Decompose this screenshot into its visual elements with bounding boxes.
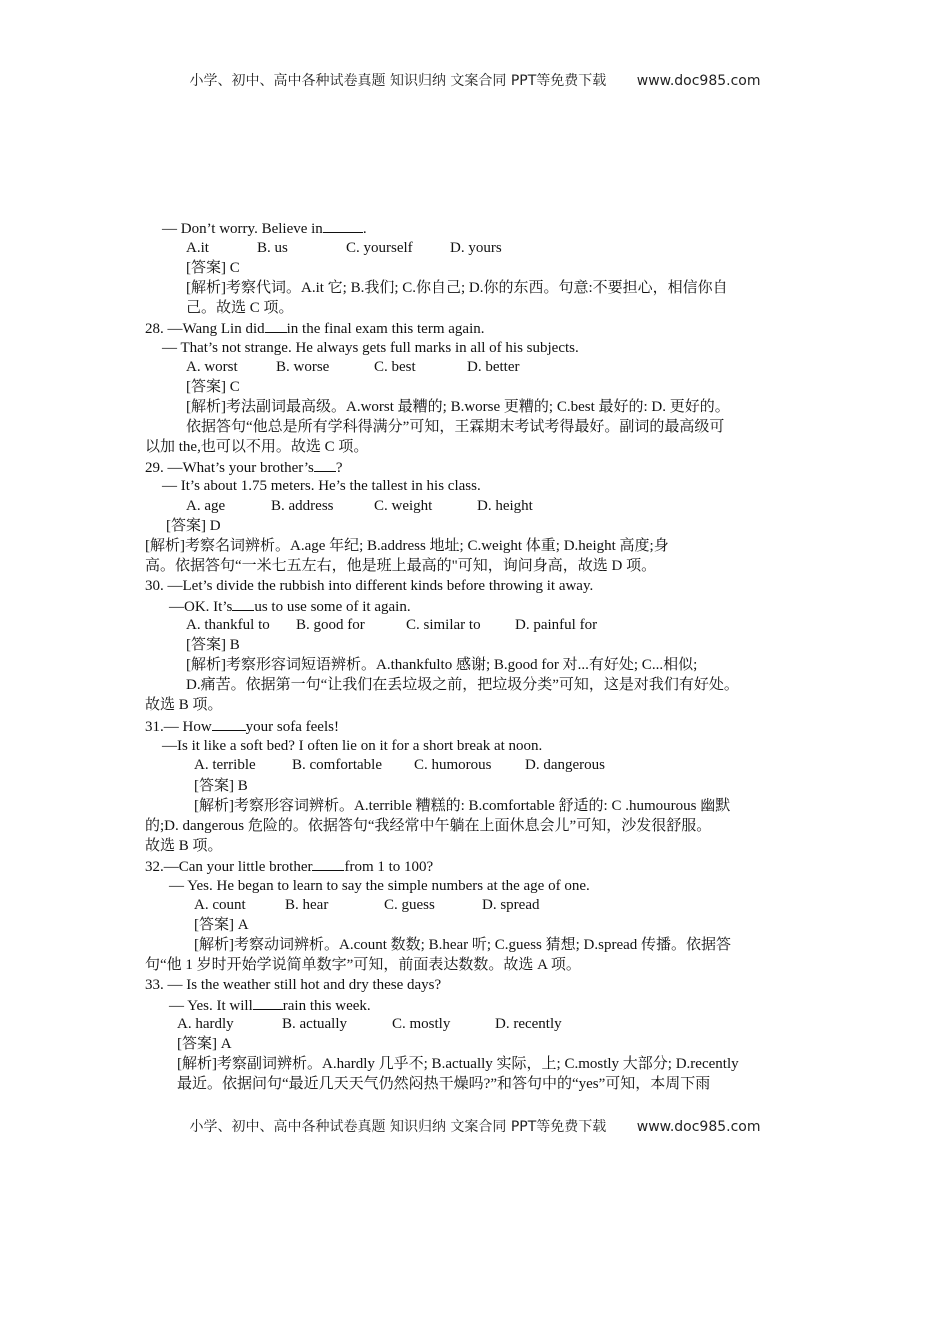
answer-blank: [323, 218, 363, 233]
option-c: C. best: [374, 359, 416, 375]
q32-answer: [答案] A: [194, 917, 249, 933]
q33-reply: — Yes. It will rain this week.: [169, 995, 371, 1016]
option-b: B. comfortable: [292, 757, 382, 773]
answer-blank: [212, 716, 246, 731]
q28-answer: [答案] C: [186, 379, 240, 395]
option-d: D. dangerous: [525, 757, 605, 773]
option-d: D. recently: [495, 1016, 562, 1032]
option-c: C. guess: [384, 897, 435, 913]
option-a: A. count: [194, 897, 246, 913]
option-d: D. yours: [450, 240, 502, 256]
q30-analysis-1: [解析]考察形容词短语辨析。A.thankfulto 感谢; B.good for 对...有好处; C...相似;: [186, 657, 698, 673]
option-a: A. age: [186, 498, 226, 514]
option-b: B. good for: [296, 617, 365, 633]
option-a: A. hardly: [177, 1016, 234, 1032]
option-c: C. humorous: [414, 757, 492, 773]
q28-question: 28. —Wang Lin did in the final exam this term again.: [145, 318, 484, 339]
q32-analysis-1: [解析]考察动词辨析。A.count 数数; B.hear 听; C.guess 猜想; D.spread 传播。依据答: [194, 937, 732, 953]
option-c: C. yourself: [346, 240, 413, 256]
page-header: [0, 70, 950, 90]
q31-analysis-1: [解析]考察形容词辨析。A.terrible 糟糕的: B.comfortable 舒适的: C .humourous 幽默: [194, 798, 731, 814]
q32-question: 32.—Can your little brother from 1 to 100?: [145, 856, 433, 877]
q30-analysis-2: D.痛苦。依据第一句“让我们在丢垃圾之前，把垃圾分类”可知，这是对我们有好处。: [186, 677, 739, 693]
answer-blank: [253, 995, 283, 1010]
option-c: C. weight: [374, 498, 433, 514]
footer-url: www.doc985.com: [636, 1119, 761, 1135]
q32-analysis-2: 句“他 1 岁时开始学说简单数字”可知，前面表达数数。故选 A 项。: [145, 957, 581, 973]
q31-question: 31.— How your sofa feels!: [145, 716, 339, 737]
q31-analysis-2: 的;D. dangerous 危险的。依据答句“我经常中午躺在上面休息会儿”可知，沙发很舒服。: [145, 818, 712, 834]
option-d: D. better: [467, 359, 520, 375]
answer-blank: [232, 596, 254, 611]
option-b: B. actually: [282, 1016, 347, 1032]
q31-reply: —Is it like a soft bed? I often lie on it for a short break at noon.: [162, 738, 543, 754]
q27-answer: [答案] C: [186, 260, 240, 276]
option-d: D. height: [477, 498, 533, 514]
q29-reply: — It’s about 1.75 meters. He’s the tallest in his class.: [162, 478, 481, 494]
q30-reply: —OK. It’s us to use some of it again.: [169, 596, 411, 617]
q30-question: 30. —Let’s divide the rubbish into different kinds before throwing it away.: [145, 578, 594, 594]
answer-blank: [314, 457, 336, 472]
header-url: www.doc985.com: [636, 73, 761, 89]
q30-answer: [答案] B: [186, 637, 240, 653]
option-d: D. painful for: [515, 617, 598, 633]
page-footer: [0, 1116, 950, 1136]
q29-question: 29. —What’s your brother’s ?: [145, 457, 343, 478]
option-d: D. spread: [482, 897, 540, 913]
q28-analysis-3: 以加 the,也可以不用。故选 C 项。: [145, 439, 369, 455]
q28-analysis-1: [解析]考法副词最高级。A.worst 最糟的; B.worse 更糟的; C.best 最好的: D. 更好的。: [186, 399, 730, 415]
q32-reply: — Yes. He began to learn to say the simple numbers at the age of one.: [169, 878, 590, 894]
q29-answer: [答案] D: [166, 518, 221, 534]
q27-analysis-1: [解析]考察代词。A.it 它; B.我们; C.你自己; D.你的东西。句意:不要担心，相信你自: [186, 280, 728, 296]
option-c: C. mostly: [392, 1016, 451, 1032]
option-a: A. thankful to: [186, 617, 270, 633]
option-b: B. us: [257, 240, 288, 256]
q29-analysis-1: [解析]考察名词辨析。A.age 年纪; B.address 地址; C.weight 体重; D.height 高度;身: [145, 538, 669, 554]
q31-answer: [答案] B: [194, 778, 248, 794]
answer-blank: [312, 856, 344, 871]
footer-text: 小学、初中、高中各种试卷真题 知识归纳 文案合同 PPT等免费下载: [189, 1119, 607, 1135]
q28-analysis-2: 依据答句“他总是所有学科得满分”可知，王霖期末考试考得最好。副词的最高级可: [186, 419, 725, 435]
option-a: A.it: [186, 240, 209, 256]
option-a: A. worst: [186, 359, 238, 375]
q33-answer: [答案] A: [177, 1036, 232, 1052]
q29-analysis-2: 高。依据答句“一米七五左右，他是班上最高的"可知，询问身高，故选 D 项。: [145, 558, 657, 574]
option-a: A. terrible: [194, 757, 256, 773]
option-c: C. similar to: [406, 617, 481, 633]
option-b: B. hear: [285, 897, 329, 913]
q27-analysis-2: 己。故选 C 项。: [186, 300, 294, 316]
answer-blank: [265, 318, 287, 333]
q28-reply: — That’s not strange. He always gets full marks in all of his subjects.: [162, 340, 579, 356]
option-b: B. worse: [276, 359, 330, 375]
q31-analysis-3: 故选 B 项。: [145, 838, 223, 854]
header-text: 小学、初中、高中各种试卷真题 知识归纳 文案合同 PPT等免费下载: [189, 73, 607, 89]
q33-analysis-1: [解析]考察副词辨析。A.hardly 几乎不; B.actually 实际，上; C.mostly 大部分; D.recently: [177, 1056, 739, 1072]
q30-analysis-3: 故选 B 项。: [145, 697, 223, 713]
q33-question: 33. — Is the weather still hot and dry these days?: [145, 977, 442, 993]
option-b: B. address: [271, 498, 334, 514]
q27-line: — Don’t worry. Believe in .: [162, 218, 367, 239]
q33-analysis-2: 最近。依据问句“最近几天天气仍然闷热干燥吗?”和答句中的“yes”可知，本周下雨: [177, 1076, 711, 1092]
